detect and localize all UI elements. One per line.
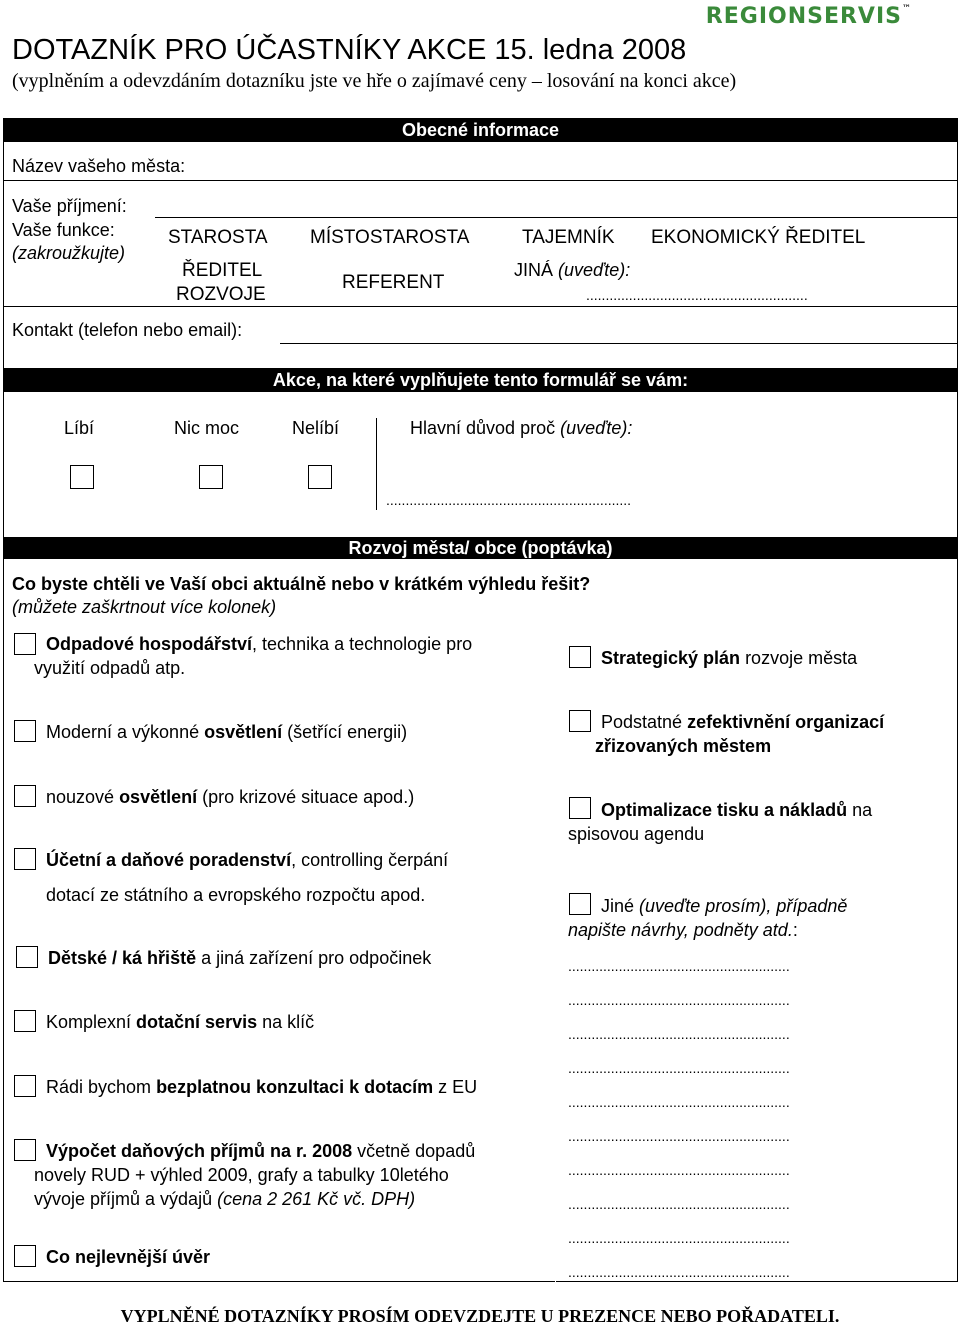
other-dots-line[interactable]: .........................................................	[568, 1230, 790, 1246]
function-reditel-rozvoje-line2[interactable]: ROZVOJE	[176, 284, 266, 305]
option-libi-label: Líbí	[64, 418, 95, 438]
strategic-plan-item: Strategický plán rozvoje města	[601, 648, 858, 668]
efficiency-checkbox[interactable]	[569, 710, 591, 732]
grant-service-item: Komplexní dotační servis na klíč	[46, 1012, 315, 1032]
loan-checkbox[interactable]	[14, 1245, 36, 1267]
tax-calculation-item-line2: novely RUD + výhled 2009, grafy a tabulky 10letého	[34, 1165, 449, 1185]
emergency-lighting-checkbox[interactable]	[14, 785, 36, 807]
vertical-divider	[376, 418, 377, 510]
accounting-item: Účetní a daňové poradenství, controlling čerpání	[46, 850, 449, 870]
lighting-item: Moderní a výkonné osvětlení (šetřící energii)	[46, 722, 408, 742]
reason-input-dots[interactable]: ...............................................................	[386, 492, 632, 508]
waste-item-line2: využití odpadů atp.	[34, 658, 186, 678]
accounting-item-line2: dotací ze státního a evropského rozpočtu apod.	[46, 885, 426, 905]
function-hint: (zakroužkujte)	[12, 243, 126, 263]
waste-checkbox[interactable]	[14, 633, 36, 655]
development-section-header: Rozvoj města/ obce (poptávka)	[3, 537, 958, 559]
surname-label: Vaše příjmení:	[12, 196, 127, 216]
contact-input-line[interactable]	[280, 343, 958, 344]
other-dots-line[interactable]: .........................................................	[568, 1264, 790, 1280]
waste-item: Odpadové hospodářství, technika a technologie pro	[46, 634, 473, 654]
strategic-plan-checkbox[interactable]	[569, 646, 591, 668]
other-dots-line[interactable]: .........................................................	[568, 1094, 790, 1110]
function-jina[interactable]: JINÁ (uveďte):	[514, 260, 631, 280]
event-section-header: Akce, na které vyplňujete tento formulář se vám:	[3, 368, 958, 392]
loan-item: Co nejlevnější úvěr	[46, 1247, 211, 1267]
option-libi-checkbox[interactable]	[70, 465, 94, 489]
other-item-line2: napište návrhy, podněty atd.:	[568, 920, 798, 940]
grant-service-checkbox[interactable]	[14, 1010, 36, 1032]
playground-item: Dětské / ká hřiště a jiná zařízení pro odpočinek	[48, 948, 432, 968]
tax-calculation-checkbox[interactable]	[14, 1139, 36, 1161]
tax-calculation-item-line3: vývoje příjmů a výdajů (cena 2 261 Kč vč. DPH)	[34, 1189, 416, 1209]
development-question-hint: (můžete zaškrtnout více kolonek)	[12, 597, 277, 617]
other-dots-line[interactable]: .........................................................	[568, 1162, 790, 1178]
other-dots-line[interactable]: .........................................................	[568, 1128, 790, 1144]
divider	[3, 306, 958, 307]
playground-checkbox[interactable]	[16, 946, 38, 968]
city-label: Název vašeho města:	[12, 156, 186, 176]
option-nicmoc-checkbox[interactable]	[199, 465, 223, 489]
accounting-checkbox[interactable]	[14, 848, 36, 870]
print-optimization-checkbox[interactable]	[569, 797, 591, 819]
other-item: Jiné (uveďte prosím), případně	[601, 896, 848, 916]
other-dots-line[interactable]: .........................................................	[568, 1026, 790, 1042]
efficiency-item-line2: zřizovaných městem	[595, 736, 772, 756]
other-dots-line[interactable]: .........................................................	[568, 958, 790, 974]
function-ekonomicky-reditel[interactable]: EKONOMICKÝ ŘEDITEL	[651, 227, 866, 248]
print-optimization-item: Optimalizace tisku a nákladů na	[601, 800, 873, 820]
regionservis-logo: REGIONSERVIS™	[705, 4, 912, 29]
city-input-line[interactable]	[155, 180, 958, 181]
function-tajemnik[interactable]: TAJEMNÍK	[522, 227, 615, 248]
efficiency-item: Podstatné zefektivnění organizací	[601, 712, 885, 732]
option-nelibi-label: Nelíbí	[292, 418, 340, 438]
lighting-checkbox[interactable]	[14, 720, 36, 742]
function-mistostarosta[interactable]: MÍSTOSTAROSTA	[310, 227, 470, 248]
option-nicmoc-label: Nic moc	[174, 418, 240, 438]
option-nelibi-checkbox[interactable]	[308, 465, 332, 489]
reason-label: Hlavní důvod proč (uveďte):	[410, 418, 633, 438]
other-dots-line[interactable]: .........................................................	[568, 1196, 790, 1212]
function-referent[interactable]: REFERENT	[342, 272, 445, 293]
consultation-checkbox[interactable]	[14, 1075, 36, 1097]
function-jina-dots[interactable]: .........................................................	[586, 287, 808, 303]
other-checkbox[interactable]	[569, 893, 591, 915]
other-dots-line[interactable]: .........................................................	[568, 992, 790, 1008]
other-dots-line[interactable]: .........................................................	[568, 1060, 790, 1076]
function-reditel-rozvoje[interactable]: ŘEDITEL	[182, 260, 263, 281]
print-optimization-item-line2: spisovou agendu	[568, 824, 705, 844]
consultation-item: Rádi bychom bezplatnou konzultaci k dotacím z EU	[46, 1077, 478, 1097]
page-subtitle: (vyplněním a odevzdáním dotazníku jste ve hře o zajímavé ceny – losování na konci akce)	[12, 70, 737, 92]
development-question: Co byste chtěli ve Vaší obci aktuálně nebo v krátkém výhledu řešit?	[12, 574, 591, 594]
page-title: DOTAZNÍK PRO ÚČASTNÍKY AKCE 15. ledna 2008	[12, 34, 687, 66]
function-starosta[interactable]: STAROSTA	[168, 227, 268, 248]
general-section-header: Obecné informace	[3, 118, 958, 142]
emergency-lighting-item: nouzové osvětlení (pro krizové situace apod.)	[46, 787, 415, 807]
tax-calculation-item: Výpočet daňových příjmů na r. 2008 včetně dopadů	[46, 1141, 476, 1161]
contact-label: Kontakt (telefon nebo email):	[12, 320, 243, 340]
function-label: Vaše funkce:	[12, 220, 115, 240]
footer-note: VYPLNĚNÉ DOTAZNÍKY PROSÍM ODEVZDEJTE U PREZENCE NEBO POŘADATELI.	[120, 1306, 840, 1326]
surname-input-line[interactable]	[155, 217, 958, 218]
